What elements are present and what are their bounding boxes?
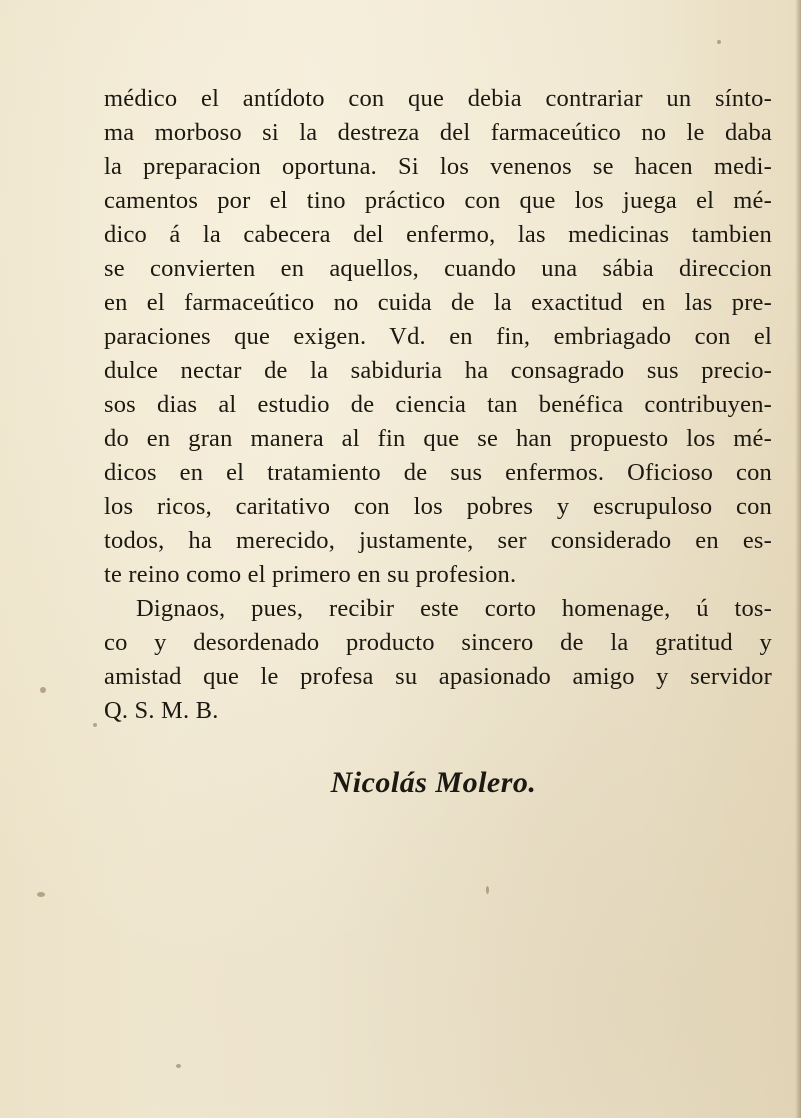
text-line: sos dias al estudio de ciencia tan benéfica contribuyen- bbox=[104, 391, 772, 418]
paper-speck bbox=[93, 723, 97, 727]
text-line: dulce nectar de la sabiduria ha consagrado sus precio- bbox=[104, 357, 772, 384]
text-line: los ricos, caritativo con los pobres y escrupuloso con bbox=[104, 493, 772, 520]
paper-speck bbox=[176, 1064, 181, 1068]
text-line: amistad que le profesa su apasionado amigo y servidor bbox=[104, 663, 772, 690]
paper-speck bbox=[486, 886, 489, 894]
paper-speck bbox=[37, 892, 45, 897]
text-line: médico el antídoto con que debia contrariar un sínto- bbox=[104, 85, 772, 112]
text-line: Dignaos, pues, recibir este corto homenage, ú tos- bbox=[136, 595, 772, 622]
text-line: camentos por el tino práctico con que los juega el mé- bbox=[104, 187, 772, 214]
paper-speck bbox=[40, 687, 46, 693]
text-line: co y desordenado producto sincero de la gratitud y bbox=[104, 629, 772, 656]
closing-abbreviation: Q. S. M. B. bbox=[104, 697, 219, 724]
text-line: todos, ha merecido, justamente, ser considerado en es- bbox=[104, 527, 772, 554]
page-edge-shadow bbox=[795, 0, 801, 1118]
text-line: paraciones que exigen. Vd. en fin, embriagado con el bbox=[104, 323, 772, 350]
text-line: dico á la cabecera del enfermo, las medicinas tambien bbox=[104, 221, 772, 248]
text-line: do en gran manera al fin que se han propuesto los mé- bbox=[104, 425, 772, 452]
signature-text: Nicolás Molero. bbox=[330, 766, 537, 799]
paper-speck bbox=[717, 40, 721, 44]
text-line: ma morboso si la destreza del farmaceútico no le daba bbox=[104, 119, 772, 146]
signature bbox=[0, 766, 801, 800]
body-text bbox=[104, 82, 772, 728]
text-line: en el farmaceútico no cuida de la exactitud en las pre- bbox=[104, 289, 772, 316]
text-line: te reino como el primero en su profesion. bbox=[104, 561, 517, 588]
text-line: dicos en el tratamiento de sus enfermos. Oficioso con bbox=[104, 459, 772, 486]
text-line: la preparacion oportuna. Si los venenos se hacen medi- bbox=[104, 153, 772, 180]
text-line: se convierten en aquellos, cuando una sábia direccion bbox=[104, 255, 772, 282]
